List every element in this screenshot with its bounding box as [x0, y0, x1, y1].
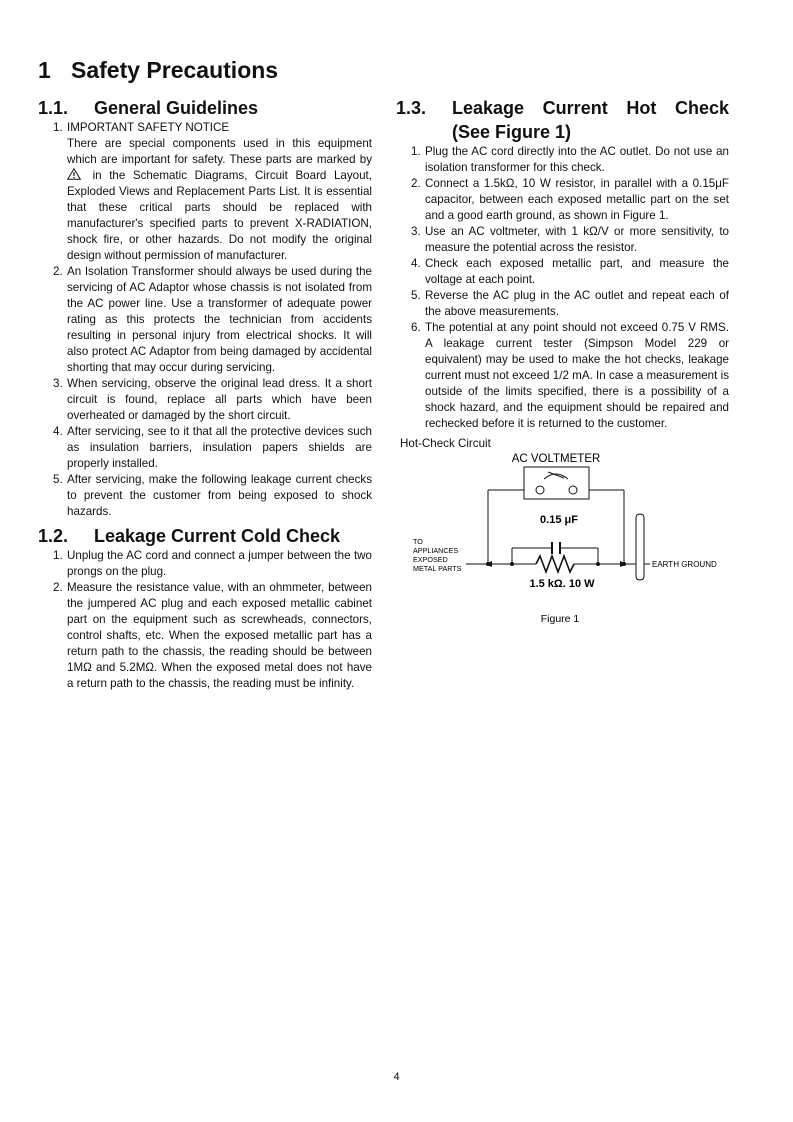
list-item: 2. Connect a 1.5kΩ, 10 W resistor, in parallel with a 0.15μF capacitor, between each exposed metallic part on the set and a good earth ground, as shown in Figure 1. [411, 177, 729, 222]
heading-title: General Guidelines [94, 98, 259, 118]
heading-general-guidelines [38, 96, 372, 120]
earth-ground-probe [636, 514, 644, 580]
heading-number: 1.3. [396, 98, 427, 118]
section-number: 1 [38, 57, 51, 83]
metal-parts-label: METAL PARTS [413, 564, 462, 573]
list-item: 1. Plug the AC cord directly into the AC outlet. Do not use an isolation transformer for this check. [411, 145, 729, 174]
safety-notice-heading: IMPORTANT SAFETY NOTICE [67, 121, 230, 134]
list-item: 1. Unplug the AC cord and connect a jumper between the two prongs on the plug. [53, 549, 372, 578]
resistor-zigzag [536, 556, 574, 572]
earth-ground-label: EARTH GROUND [652, 560, 717, 569]
hot-check-list [396, 144, 729, 432]
hot-check-circuit-figure [396, 452, 729, 632]
heading-hot-check-sub [396, 120, 729, 144]
list-item: 1. IMPORTANT SAFETY NOTICE There are special components used in this equipment which are important for safety. These parts are marked by in the Schematic Diagrams, Circuit Board Layout, Exploded Views and Replacement Parts List. It is essential that these critical parts should be replaced with manufacturer's specified parts to prevent X-RADIATION, shock fire, or other hazards. Do not modify the original design without permission of manufacturer. [53, 121, 372, 262]
list-item: 6. The potential at any point should not exceed 0.75 V RMS. A leakage current tester (Simpson Model 229 or equivalent) may be used to make the hot checks, leakage current must not exceed 1/2 mA. In case a measurement is outside of the limits specified, there is a possibility of a shock hazard, and the equipment should be repaired and rechecked before it is returned to the customer. [411, 321, 729, 430]
appliances-label: APPLIANCES [413, 546, 459, 555]
heading-title: Leakage Current Cold Check [94, 526, 341, 546]
list-item: 5. After servicing, make the following leakage current checks to prevent the customer from being exposed to shock hazards. [53, 473, 372, 518]
page-number: 4 [393, 1071, 400, 1083]
list-item: 2. An Isolation Transformer should always be used during the servicing of AC Adaptor whose chassis is not isolated from the AC power line. Use a transformer of adequate power rating as this protects the technician from accidents resulting in personal injury from electrical shocks. It will also protect AC Adaptor from being damaged by accidental shorting that may occur during servicing. [53, 265, 372, 374]
heading-number: 1.2. [38, 526, 69, 546]
general-guidelines-list [38, 120, 372, 520]
resistor-label: 1.5 kΩ. 10 W [529, 578, 595, 590]
meter-terminal [569, 486, 577, 494]
page-title [38, 57, 278, 84]
list-item: 2. Measure the resistance value, with an ohmmeter, between the jumpered AC plug and each exposed metallic cabinet part on the equipment such as screwheads, connectors, control shafts, etc. When the exposed metallic part has a return path to the chassis, the reading should be between 1MΩ and 5.2MΩ. When the exposed metal does not have a return path to the chassis, the reading must be infinity. [53, 581, 372, 690]
list-item: 4. After servicing, see to it that all the protective devices such as insulation barriers, insulation papers shields are properly installed. [53, 425, 372, 470]
heading-title: Leakage Current Hot Check [452, 98, 729, 118]
list-item: 3. Use an AC voltmeter, with 1 kΩ/V or more sensitivity, to measure the potential across the resistor. [411, 225, 729, 254]
heading-subtitle: (See Figure 1) [452, 122, 572, 142]
voltmeter-label: AC VOLTMETER [511, 453, 601, 465]
hot-check-circuit-label: Hot-Check Circuit [400, 437, 491, 450]
right-column [396, 96, 729, 632]
cold-check-list [38, 548, 372, 692]
circuit-diagram [396, 452, 729, 632]
section-title: Safety Precautions [71, 57, 279, 83]
to-label: TO [413, 537, 423, 546]
left-column [38, 96, 372, 692]
heading-cold-check [38, 524, 372, 548]
figure-caption: Figure 1 [540, 613, 580, 625]
voltmeter-box [524, 467, 589, 499]
list-item: 5. Reverse the AC plug in the AC outlet and repeat each of the above measurements. [411, 289, 729, 318]
meter-terminal [536, 486, 544, 494]
capacitor-label: 0.15 μF [540, 514, 578, 526]
heading-hot-check [396, 96, 729, 120]
exposed-label: EXPOSED [413, 555, 448, 564]
list-item: 3. When servicing, observe the original lead dress. It a short circuit is found, replace all parts which have been overheated or damaged by the short circuit. [53, 377, 372, 422]
list-item: 4. Check each exposed metallic part, and measure the voltage at each point. [411, 257, 729, 286]
warning-triangle-icon [67, 168, 81, 180]
heading-number: 1.1. [38, 98, 69, 118]
